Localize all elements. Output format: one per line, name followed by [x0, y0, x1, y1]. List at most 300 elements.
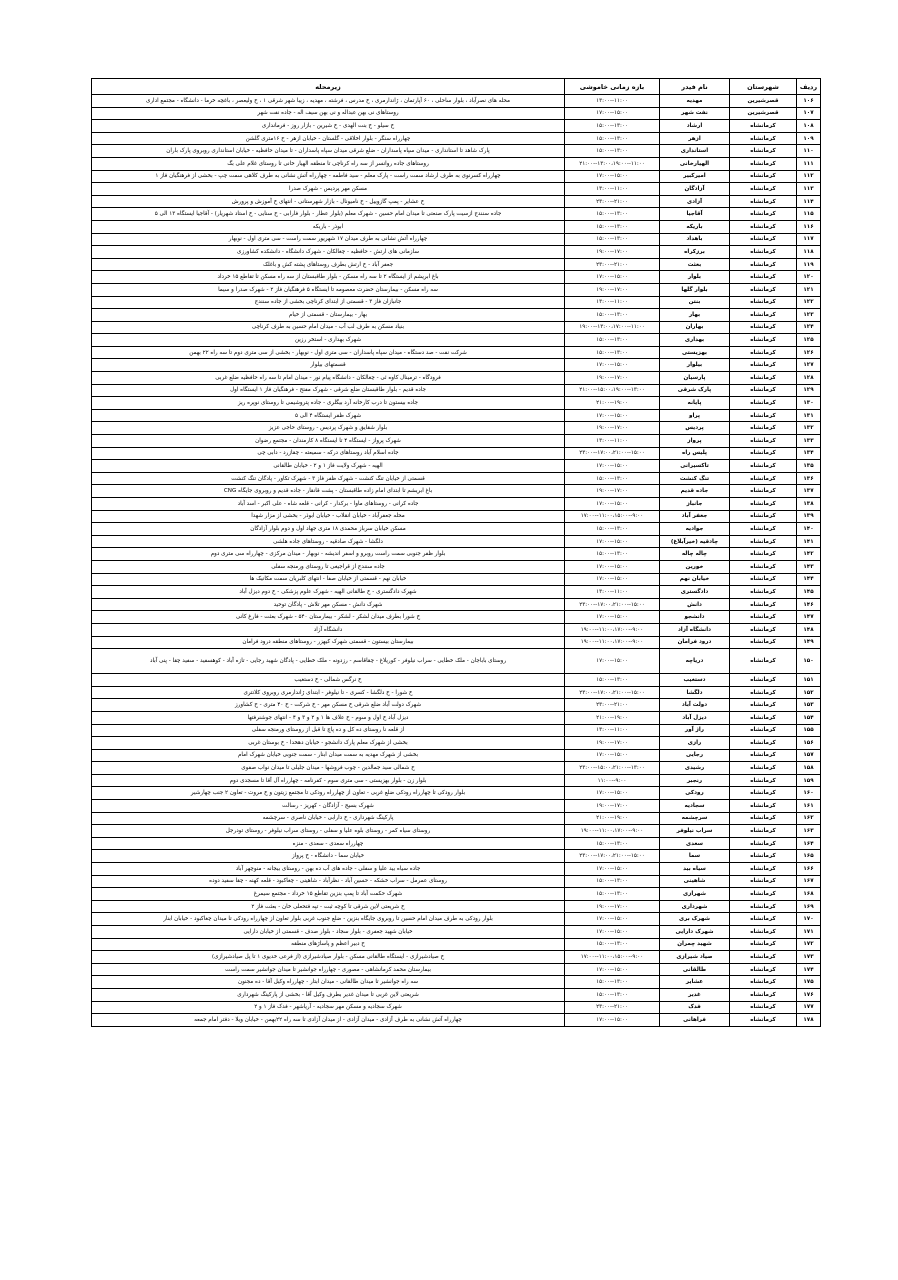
row-time-range: ۱۱:۰۰--۱۳:۰۰	[565, 586, 660, 599]
row-feeder: برزکراه	[660, 246, 730, 259]
row-time-range: ۱۵:۰۰--۱۷:۰۰	[565, 170, 660, 183]
row-index: ۱۷۸	[797, 1014, 821, 1027]
row-feeder: بهاران	[660, 321, 730, 334]
row-index: ۱۱۵	[797, 208, 821, 221]
row-area: چهارراه کسرنوی به طرف ارشاد سمت راست - پارک معلم - سید فاطمه - چهارراه آتش نشانی به طرف کلاهی سمت چپ - بخشی از فرهنگیان فاز ۱	[92, 170, 565, 183]
header-index: ردیف	[797, 79, 821, 95]
row-feeder: شهرداری	[660, 900, 730, 913]
table-row	[92, 523, 821, 536]
row-city: کرمانشاه	[730, 170, 797, 183]
row-time-range: ۱۷:۰۰--۱۹:۰۰	[565, 283, 660, 296]
row-city: کرمانشاه	[730, 157, 797, 170]
row-feeder: دانش	[660, 598, 730, 611]
table-row	[92, 258, 821, 271]
row-area: جاده کرانی - روستاهای ماوا - برکدار - کرانی - قلعه شاه - علی اکبر - اسد آباد	[92, 498, 565, 511]
row-time-range: ۱۷:۰۰--۱۹:۰۰	[565, 372, 660, 385]
row-index: ۱۵۵	[797, 724, 821, 737]
row-index: ۱۳۴	[797, 447, 821, 460]
row-feeder: شهرک بری	[660, 913, 730, 926]
row-area: خ شورا - خ دلگشا - کسری - تا نیلوفر - ابتدای ژاندارمری روبروی کلانتری	[92, 686, 565, 699]
row-area: بنیاد مسکن به طرف لب آب - میدان امام حسین به طرف کرناچی	[92, 321, 565, 334]
row-time-range: ۱۱:۰۰--۱۳:۰۰	[565, 724, 660, 737]
row-city: کرمانشاه	[730, 548, 797, 561]
row-city: کرمانشاه	[730, 674, 797, 687]
table-row	[92, 107, 821, 120]
row-index: ۱۱۳	[797, 183, 821, 196]
row-feeder: تاکسیرانی	[660, 460, 730, 473]
row-city: کرمانشاه	[730, 233, 797, 246]
row-feeder: بهداری	[660, 334, 730, 347]
row-time-range: ۱۱:۰۰--۱۳:۰۰	[565, 95, 660, 108]
table-row	[92, 535, 821, 548]
row-time-range: ۱۳:۰۰--۱۵:۰۰	[565, 988, 660, 1001]
row-area: پارک شاهد تا استانداری - میدان سپاه پاسداران - ضلع شرقی میدان سپاه پاسداران - تا میدان حافظیه - خیابان استانداری روبروی پارک باران	[92, 145, 565, 158]
row-feeder: دستغیب	[660, 674, 730, 687]
row-time-range: ۱۵:۰۰--۱۷:۰۰	[565, 107, 660, 120]
row-index: ۱۵۰	[797, 649, 821, 674]
row-time-range: ۹:۰۰--۱۱:۰۰،۱۷:۰۰--۱۹:۰۰	[565, 623, 660, 636]
row-index: ۱۲۴	[797, 321, 821, 334]
row-index: ۱۲۲	[797, 296, 821, 309]
row-city: کرمانشاه	[730, 560, 797, 573]
row-time-range: ۱۷:۰۰--۱۹:۰۰	[565, 737, 660, 750]
row-area: روستای عمرمل - سراب خشکه - حسین آباد - نظرآباد - شاهینی - چغاکبود - قلعه کهنه - چقا سفید دوده	[92, 875, 565, 888]
table-header-row	[92, 79, 821, 95]
table-row	[92, 888, 821, 901]
row-feeder: شاهینی	[660, 875, 730, 888]
table-row	[92, 397, 821, 410]
row-index: ۱۱۹	[797, 258, 821, 271]
row-city: کرمانشاه	[730, 963, 797, 976]
row-city: کرمانشاه	[730, 649, 797, 674]
row-city: کرمانشاه	[730, 636, 797, 649]
table-row	[92, 598, 821, 611]
row-index: ۱۴۱	[797, 535, 821, 548]
row-feeder: بلوار گلها	[660, 283, 730, 296]
row-index: ۱۳۶	[797, 472, 821, 485]
row-time-range: ۱۵:۰۰--۱۷:۰۰،۲۱:۰۰--۲۳:۰۰	[565, 686, 660, 699]
row-feeder: دریاچه	[660, 649, 730, 674]
row-area: محله های نصرآباد ، بلوار ساحلی ، ۶۰ آپارتمان ، ژاندارمری ، خ مدرس ، فرشته ، مهدیه ، زیبا شهر شرقی ۱ ، خ ولیعصر ، باغچه خرما - دانشگاه - مجتمع اداری	[92, 95, 565, 108]
row-time-range: ۱۵:۰۰--۱۷:۰۰	[565, 787, 660, 800]
row-city: کرمانشاه	[730, 749, 797, 762]
row-area: چهارراه آتش نشانی به طرف آزادی - میدان آزادی - از میدان آزادی تا سه راه ۲۲بهمن - خیابان ویلا - دفتر امام جمعه	[92, 1014, 565, 1027]
row-feeder: دانشگاه آزاد	[660, 623, 730, 636]
row-index: ۱۴۰	[797, 523, 821, 536]
row-index: ۱۷۶	[797, 988, 821, 1001]
row-time-range: ۹:۰۰--۱۱:۰۰،۱۵:۰۰--۱۷:۰۰	[565, 951, 660, 964]
row-time-range: ۲۱:۰۰--۲۳:۰۰	[565, 195, 660, 208]
row-index: ۱۲۳	[797, 309, 821, 322]
row-time-range: ۱۵:۰۰--۱۷:۰۰،۲۱:۰۰--۲۳:۰۰	[565, 850, 660, 863]
row-feeder: سعدی	[660, 837, 730, 850]
row-index: ۱۳۳	[797, 435, 821, 448]
row-city: کرمانشاه	[730, 573, 797, 586]
table-row	[92, 800, 821, 813]
row-city: کرمانشاه	[730, 1014, 797, 1027]
row-time-range: ۱۵:۰۰--۱۷:۰۰	[565, 359, 660, 372]
row-area: پارکینگ شهرداری - خ دارابی - خیابان ناصری - سرچشمه	[92, 812, 565, 825]
row-city: کرمانشاه	[730, 409, 797, 422]
row-index: ۱۵۱	[797, 674, 821, 687]
row-city: کرمانشاه	[730, 988, 797, 1001]
row-feeder: غدیر	[660, 988, 730, 1001]
row-feeder: آزادی	[660, 195, 730, 208]
row-feeder: رازی	[660, 737, 730, 750]
row-area: دلگشا - شهرک صادقیه - روستاهای جاده هلشی	[92, 535, 565, 548]
row-feeder: خورین	[660, 560, 730, 573]
row-area: الهیه - شهرک ولایت فاز ۱ و ۲ - خیابان طالقانی	[92, 460, 565, 473]
row-area: بلوار رودکی به طرف میدان امام حسین تا روبروی جایگاه بنزین - ضلع جنوب غربی بلوار تعاون از چهارراه رودکی تا میدان چغاکبود - خیابان ابنار	[92, 913, 565, 926]
row-time-range: ۱۵:۰۰--۱۷:۰۰	[565, 963, 660, 976]
row-feeder: صیاد شیرازی	[660, 951, 730, 964]
row-time-range: ۱۳:۰۰--۱۵:۰۰	[565, 875, 660, 888]
row-area: دیزل آباد خ اول و سوم - خ علاف ها ۱ و ۲ و ۳ و ۴ - انتهای جوشنرفتها	[92, 711, 565, 724]
row-feeder: پارک شرقی	[660, 384, 730, 397]
table-row	[92, 1001, 821, 1014]
row-area: روستاهای نی بهن عبداله و نی بهن سیف اله - جاده نفت شهر	[92, 107, 565, 120]
row-area: خ عشایر - پمپ گازوییل - خ نامیونال - بازار شهرستانی - انتهای خ آموزش و پرورش	[92, 195, 565, 208]
row-time-range: ۱۵:۰۰--۱۷:۰۰	[565, 863, 660, 876]
row-city: کرمانشاه	[730, 737, 797, 750]
row-time-range: ۱۱:۰۰--۱۳:۰۰	[565, 296, 660, 309]
row-feeder: طالقانی	[660, 963, 730, 976]
row-city: کرمانشاه	[730, 220, 797, 233]
row-time-range: ۱۷:۰۰--۱۹:۰۰	[565, 800, 660, 813]
row-index: ۱۴۳	[797, 560, 821, 573]
row-index: ۱۵۲	[797, 686, 821, 699]
row-index: ۱۱۸	[797, 246, 821, 259]
row-feeder: شهرازی	[660, 888, 730, 901]
row-time-range: ۱۵:۰۰--۱۷:۰۰	[565, 913, 660, 926]
row-city: کرمانشاه	[730, 875, 797, 888]
row-index: ۱۳۸	[797, 498, 821, 511]
row-feeder: پارسیان	[660, 372, 730, 385]
row-feeder: عشایر	[660, 976, 730, 989]
row-feeder: ازهر	[660, 132, 730, 145]
row-index: ۱۷۴	[797, 963, 821, 976]
row-feeder: سرچشمه	[660, 812, 730, 825]
row-time-range: ۹:۰۰--۱۱:۰۰	[565, 774, 660, 787]
table-row	[92, 649, 821, 674]
table-row	[92, 623, 821, 636]
row-feeder: دادگستری	[660, 586, 730, 599]
row-area: شهرک بسیج - آزادگان - کهریز - رسالت	[92, 800, 565, 813]
row-time-range: ۱۹:۰۰--۲۱:۰۰	[565, 711, 660, 724]
row-index: ۱۱۰	[797, 145, 821, 158]
row-index: ۱۶۷	[797, 875, 821, 888]
row-city: کرمانشاه	[730, 183, 797, 196]
table-row	[92, 283, 821, 296]
row-index: ۱۵۶	[797, 737, 821, 750]
row-city: قصرشیرین	[730, 95, 797, 108]
table-row	[92, 674, 821, 687]
row-feeder: شهرک دارایی	[660, 926, 730, 939]
table-row	[92, 309, 821, 322]
row-feeder: پلیس راه	[660, 447, 730, 460]
row-time-range: ۱۳:۰۰--۱۵:۰۰	[565, 938, 660, 951]
row-time-range: ۲۱:۰۰--۲۳:۰۰	[565, 258, 660, 271]
row-index: ۱۷۰	[797, 913, 821, 926]
table-row	[92, 359, 821, 372]
row-feeder: استانداری	[660, 145, 730, 158]
row-feeder: چادقیه (خیرآبلاغ)	[660, 535, 730, 548]
row-area: خ شریعتی لاین شرقی تا کوچه ثبت - تپه فتحعلی خان - بعثت فاز ۲	[92, 900, 565, 913]
table-row	[92, 1014, 821, 1027]
row-time-range: ۱۱:۰۰--۱۳:۰۰،۱۷:۰۰--۱۹:۰۰	[565, 321, 660, 334]
row-feeder: باهداد	[660, 233, 730, 246]
row-time-range: ۱۵:۰۰--۱۷:۰۰	[565, 271, 660, 284]
row-time-range: ۱۳:۰۰--۱۵:۰۰	[565, 120, 660, 133]
row-index: ۱۲۵	[797, 334, 821, 347]
row-area: خ شورا بطرف میدان لشکر - لشکر - بیمارستان ۵۴۰ - شهرک بعثت - فارغ کانی	[92, 611, 565, 624]
row-city: کرمانشاه	[730, 460, 797, 473]
row-feeder: جعفر آباد	[660, 510, 730, 523]
row-city: کرمانشاه	[730, 309, 797, 322]
row-area: روستای باباجان - ملک خطایی - سراب نیلوفر - کوریلاغ - چقاقاسم - رزدونه - ملک خطایی - پادگان شهید رجایی - تازه آباد - کوهسفید - سفید چقا - پنی آباد	[92, 649, 565, 674]
row-feeder: دلگشا	[660, 686, 730, 699]
row-index: ۱۰۹	[797, 132, 821, 145]
row-area: خ سیلو - خ بنت الهدی - خ شیرین - بازار روز - فرمانداری	[92, 120, 565, 133]
row-index: ۱۴۵	[797, 586, 821, 599]
table-row	[92, 560, 821, 573]
row-area: خیابان شهید جعفری - بلوار سجاد - بلوار صدف - قسمتی از خیابان دارایی	[92, 926, 565, 939]
table-row	[92, 711, 821, 724]
row-area: بیمارستان بیستون - قسمتی شهرک کیهزر - روستاهای منطقه درود فرامان	[92, 636, 565, 649]
row-area: بلوار ظفر جنوبی سمت راست روبرو و اسفر اندیشه - نوبهار - میدان مرکزی - چهارراه سی متری دوم	[92, 548, 565, 561]
row-index: ۱۱۴	[797, 195, 821, 208]
row-index: ۱۱۱	[797, 157, 821, 170]
table-row	[92, 145, 821, 158]
table-row	[92, 183, 821, 196]
row-index: ۱۰۷	[797, 107, 821, 120]
outage-table-sheet	[91, 78, 820, 1027]
row-city: کرمانشاه	[730, 359, 797, 372]
row-feeder: تنگ کنشت	[660, 472, 730, 485]
row-area: شهرک دادگستری - خ طالقانی الهیه - شهرک علوم پزشکی - خ دوم دیزل آباد	[92, 586, 565, 599]
row-time-range: ۱۵:۰۰--۱۷:۰۰	[565, 1014, 660, 1027]
row-index: ۱۴۶	[797, 598, 821, 611]
row-area: باغ ابریشم از ایستگاه ۲ تا سه راه مسکن - بلوار طاقبستان از سه راه مسکن تا تقاطع ۱۵ خرداد	[92, 271, 565, 284]
row-time-range: ۱۵:۰۰--۱۷:۰۰	[565, 649, 660, 674]
row-time-range: ۱۵:۰۰--۱۷:۰۰	[565, 926, 660, 939]
row-time-range: ۱۵:۰۰--۱۷:۰۰	[565, 460, 660, 473]
row-feeder: نفت شهر	[660, 107, 730, 120]
row-feeder: ارشاد	[660, 120, 730, 133]
row-city: کرمانشاه	[730, 699, 797, 712]
row-index: ۱۰۸	[797, 120, 821, 133]
row-city: کرمانشاه	[730, 611, 797, 624]
row-time-range: ۱۵:۰۰--۱۷:۰۰	[565, 560, 660, 573]
row-time-range: ۱۳:۰۰--۱۵:۰۰	[565, 523, 660, 536]
row-feeder: پراو	[660, 409, 730, 422]
table-row	[92, 963, 821, 976]
table-row	[92, 724, 821, 737]
row-feeder: درود فرامان	[660, 636, 730, 649]
row-city: کرمانشاه	[730, 334, 797, 347]
row-index: ۱۳۰	[797, 397, 821, 410]
row-area: شهرک سجادیه و مسکن مهر سجادیه - آریاشهر - فدک فاز ۱ و ۲	[92, 1001, 565, 1014]
row-feeder: بهزیستی	[660, 346, 730, 359]
row-index: ۱۷۲	[797, 938, 821, 951]
row-index: ۱۷۵	[797, 976, 821, 989]
row-city: کرمانشاه	[730, 258, 797, 271]
row-index: ۱۳۲	[797, 422, 821, 435]
table-row	[92, 157, 821, 170]
outage-schedule-table	[91, 78, 821, 1027]
row-city: کرمانشاه	[730, 951, 797, 964]
row-feeder: رجایی	[660, 749, 730, 762]
row-time-range: ۹:۰۰--۱۱:۰۰،۱۷:۰۰--۱۹:۰۰	[565, 825, 660, 838]
table-row	[92, 334, 821, 347]
row-feeder: دولت آباد	[660, 699, 730, 712]
table-row	[92, 686, 821, 699]
row-area: روستاهای جاده روانسر از سه راه کرناچی تا منطقه الهیار خانی تا روستای غلام علی بگ	[92, 157, 565, 170]
row-time-range: ۱۹:۰۰--۲۱:۰۰	[565, 397, 660, 410]
table-row	[92, 762, 821, 775]
row-time-range: ۹:۰۰--۱۱:۰۰،۱۵:۰۰--۱۷:۰۰	[565, 510, 660, 523]
table-row	[92, 435, 821, 448]
row-area: مسکن مهر پردیس - شهرک صدرا	[92, 183, 565, 196]
row-feeder: مهدیه	[660, 95, 730, 108]
row-feeder: پرواز	[660, 435, 730, 448]
row-city: کرمانشاه	[730, 762, 797, 775]
row-time-range: ۲۱:۰۰--۲۳:۰۰	[565, 1001, 660, 1014]
row-index: ۱۶۲	[797, 812, 821, 825]
table-row	[92, 195, 821, 208]
row-city: کرمانشاه	[730, 1001, 797, 1014]
row-city: کرمانشاه	[730, 296, 797, 309]
table-row	[92, 988, 821, 1001]
row-area: سازمانی های ارتش - حافظیه - چغالکان - شهرک دانشگاه - دانشکده کشاورزی	[92, 246, 565, 259]
row-city: کرمانشاه	[730, 850, 797, 863]
row-index: ۱۷۳	[797, 951, 821, 964]
row-feeder: پایانه	[660, 397, 730, 410]
table-row	[92, 233, 821, 246]
row-feeder: رنجبر	[660, 774, 730, 787]
row-index: ۱۳۵	[797, 460, 821, 473]
table-row	[92, 132, 821, 145]
row-area: سه راه مسکن - بیمارستان حضرت معصومه تا ایستگاه ۵ فرهنگیان فاز ۲ - شهرک صدرا و سیما	[92, 283, 565, 296]
row-time-range: ۱۱:۰۰--۱۳:۰۰،۱۹:۰۰--۲۱:۰۰	[565, 157, 660, 170]
row-time-range: ۱۳:۰۰--۱۵:۰۰	[565, 346, 660, 359]
row-city: کرمانشاه	[730, 372, 797, 385]
row-area: جاده سنندج از قراجیغی تا روستای ورمنجه سفلی	[92, 560, 565, 573]
row-city: کرمانشاه	[730, 523, 797, 536]
row-time-range: ۱۳:۰۰--۱۵:۰۰	[565, 309, 660, 322]
row-index: ۱۱۲	[797, 170, 821, 183]
row-city: کرمانشاه	[730, 145, 797, 158]
row-city: کرمانشاه	[730, 863, 797, 876]
row-time-range: ۱۵:۰۰--۱۷:۰۰	[565, 409, 660, 422]
row-time-range: ۱۵:۰۰--۱۷:۰۰،۲۱:۰۰--۲۳:۰۰	[565, 447, 660, 460]
row-time-range: ۱۳:۰۰--۱۵:۰۰	[565, 220, 660, 233]
row-area: خ شمالی سید جمالدین - چوب فروشها - میدان جلیلی تا میدان نواب صفوی	[92, 762, 565, 775]
table-row	[92, 863, 821, 876]
row-time-range: ۱۹:۰۰--۲۱:۰۰	[565, 812, 660, 825]
row-area: شهرک بهداری - استخر رزین	[92, 334, 565, 347]
row-city: کرمانشاه	[730, 321, 797, 334]
row-index: ۱۲۹	[797, 384, 821, 397]
row-city: کرمانشاه	[730, 535, 797, 548]
row-city: کرمانشاه	[730, 586, 797, 599]
table-row	[92, 573, 821, 586]
row-time-range: ۱۷:۰۰--۱۹:۰۰	[565, 900, 660, 913]
row-area: شهرک حکمت آباد تا پمپ بنزین تقاطع ۱۵ خرداد - مجتمع سیمرغ	[92, 888, 565, 901]
row-time-range: ۱۳:۰۰--۱۵:۰۰	[565, 334, 660, 347]
table-row	[92, 296, 821, 309]
row-city: کرمانشاه	[730, 623, 797, 636]
row-feeder: آقاجیا	[660, 208, 730, 221]
row-city: کرمانشاه	[730, 800, 797, 813]
header-time: بازه زمانی خاموشی	[565, 79, 660, 95]
row-city: کرمانشاه	[730, 384, 797, 397]
row-area: جانبازان فاز ۳ - قسمتی از ابتدای کرناچی بخشی از جاده سنندج	[92, 296, 565, 309]
row-index: ۱۵۴	[797, 711, 821, 724]
row-index: ۱۲۱	[797, 283, 821, 296]
table-row	[92, 220, 821, 233]
row-city: کرمانشاه	[730, 195, 797, 208]
row-area: چهارراه آتش نشانی به طرف میدان ۱۷ شهریور سمت راست - سی متری اول - نوبهار	[92, 233, 565, 246]
row-area: قسمتی از خیابان تنگ کنشت - شهرک ظفر فاز ۳ - شهرک تکاور - پادگان تنگ کنشت	[92, 472, 565, 485]
row-time-range: ۱۷:۰۰--۱۹:۰۰	[565, 422, 660, 435]
row-time-range: ۱۳:۰۰--۱۵:۰۰	[565, 233, 660, 246]
row-feeder: سما	[660, 850, 730, 863]
table-row	[92, 951, 821, 964]
row-area: بلوار رودکی تا چهارراه رودکی ضلع غربی - تعاون از چهارراه رودکی تا مجتمع زیتون و خ مروت - تعاون ۲ جنب چهارشیر	[92, 787, 565, 800]
row-index: ۱۴۷	[797, 611, 821, 624]
row-area: جاده قدیم - بلوار طاقبستان ضلع شرقی - شهرک مفتح - فرهنگیان فاز ۱ ایستگاه اول	[92, 384, 565, 397]
header-city: شهرستان	[730, 79, 797, 95]
row-area: چهارراه سنگر - بلوار اخلاقی - گلستان - خیابان ازهر - خ ۱۶متری گلشن	[92, 132, 565, 145]
table-row	[92, 346, 821, 359]
row-feeder: شهید چمران	[660, 938, 730, 951]
row-time-range: ۱۳:۰۰--۱۵:۰۰	[565, 548, 660, 561]
row-area: جاده اسلام آباد روستاهای درکه - سمیعته - چقازرد - دابی چی	[92, 447, 565, 460]
row-index: ۱۶۵	[797, 850, 821, 863]
row-feeder: بلوار	[660, 271, 730, 284]
table-row	[92, 900, 821, 913]
row-area: شهرک پرواز - ایستگاه ۴ تا ایستگاه ۸ کارمندان - مجتمع رضوان	[92, 435, 565, 448]
row-city: کرمانشاه	[730, 346, 797, 359]
row-feeder: رشیدی	[660, 762, 730, 775]
row-index: ۱۵۸	[797, 762, 821, 775]
row-city: کرمانشاه	[730, 447, 797, 460]
row-feeder: سجادیه	[660, 800, 730, 813]
row-feeder: سراب نیلوفر	[660, 825, 730, 838]
table-row	[92, 120, 821, 133]
row-index: ۱۴۴	[797, 573, 821, 586]
row-index: ۱۷۷	[797, 1001, 821, 1014]
table-row	[92, 913, 821, 926]
row-time-range: ۱۵:۰۰--۱۷:۰۰،۲۱:۰۰--۲۳:۰۰	[565, 598, 660, 611]
row-index: ۱۶۶	[797, 863, 821, 876]
row-index: ۱۰۶	[797, 95, 821, 108]
row-feeder: پردیس	[660, 422, 730, 435]
row-index: ۱۶۱	[797, 800, 821, 813]
row-index: ۱۵۹	[797, 774, 821, 787]
table-row	[92, 812, 821, 825]
row-area: سه راه جوانشیر تا میدان طالقانی - میدان ابتار - چهارراه وکیل آقا - ده مجنون	[92, 976, 565, 989]
row-city: کرمانشاه	[730, 435, 797, 448]
row-city: کرمانشاه	[730, 888, 797, 901]
row-feeder: دانشجو	[660, 611, 730, 624]
row-index: ۱۶۴	[797, 837, 821, 850]
row-city: کرمانشاه	[730, 787, 797, 800]
row-city: کرمانشاه	[730, 938, 797, 951]
row-area: خ صیادشیرازی - ایستگاه طالقانی مسکن - بلوار صیادشیرازی (از فرعی خدیوی ۱ تا پل صیادشیرازی)	[92, 951, 565, 964]
table-row	[92, 472, 821, 485]
